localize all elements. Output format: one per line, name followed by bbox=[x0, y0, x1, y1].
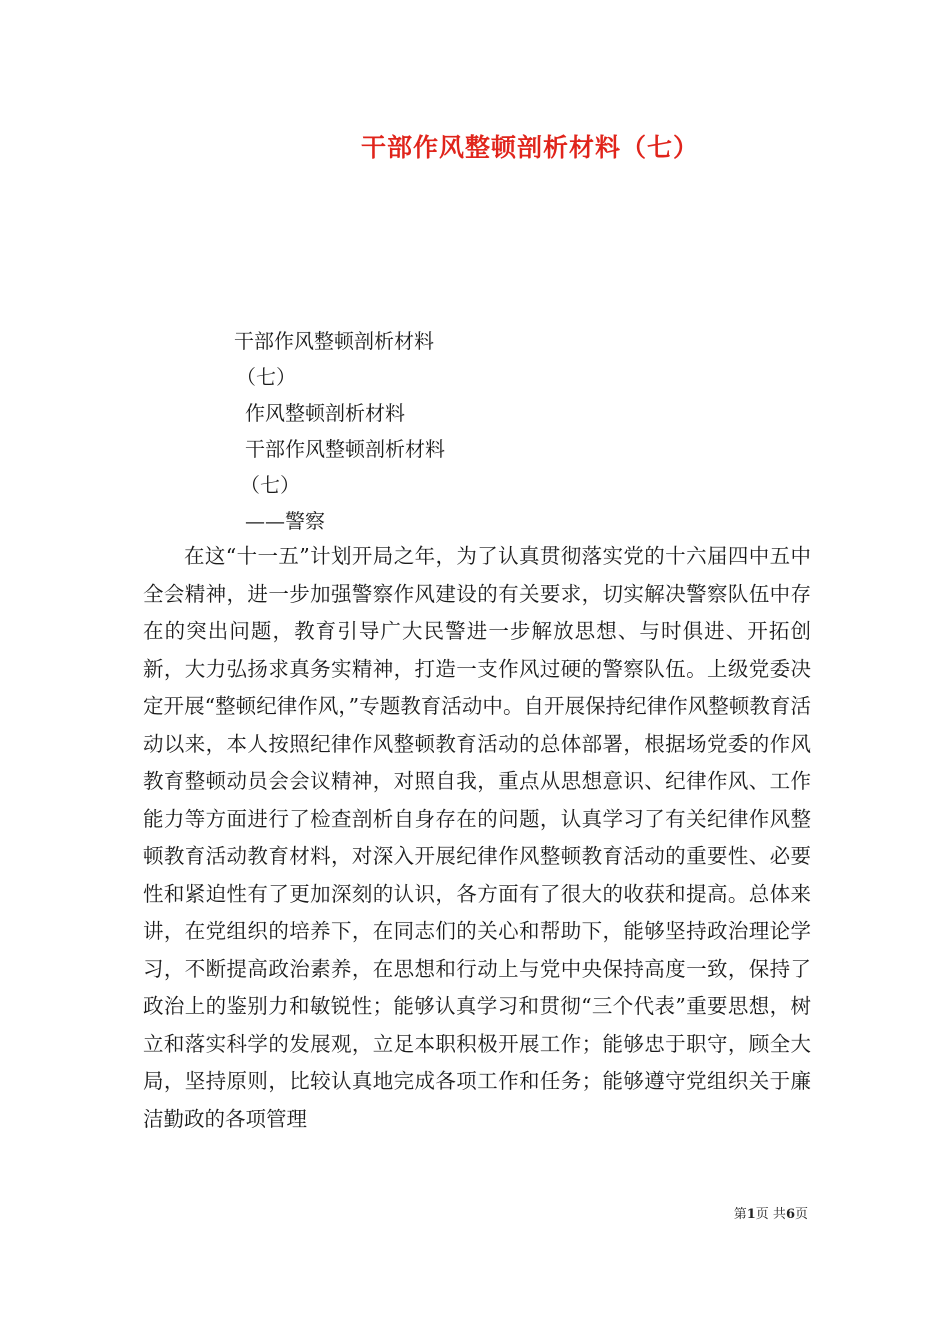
heading-line-subtitle: 作风整顿剖析材料 bbox=[245, 401, 405, 425]
footer-current-page: 1 bbox=[746, 1207, 756, 1222]
heading-line-author: ——警察 bbox=[245, 509, 325, 533]
heading-line-number: （七） bbox=[236, 365, 296, 389]
footer-total-pages: 6 bbox=[785, 1207, 795, 1222]
footer-prefix: 第 bbox=[733, 1207, 747, 1222]
document-title: 干部作风整顿剖析材料（七） bbox=[360, 133, 699, 162]
page-footer bbox=[734, 1203, 808, 1222]
footer-suffix: 页 bbox=[794, 1207, 808, 1222]
body-paragraph: 在这“十一五”计划开局之年，为了认真贯彻落实党的十六届四中五中全会精神，进一步加强警察作风建设的有关要求，切实解决警察队伍中存在的突出问题，教育引导广大民警进一步解放思想、与时俱进、开拓创新，大力弘扬求真务实精神，打造一支作风过硬的警察队伍。上级党委决定开展“整顿纪律作风，”专题教育活动中。自开展保持纪律作风整顿教育活动以来，本人按照纪律作风整顿教育活动的总体部署，根据场党委的作风教育整顿动员会会议精神，对照自我，重点从思想意识、纪律作风、工作能力等方面进行了检查剖析自身存在的问题，认真学习了有关纪律作风整顿教育活动教育材料，对深入开展纪律作风整顿教育活动的重要性、必要性和紧迫性有了更加深刻的认识，各方面有了很大的收获和提高。总体来讲，在党组织的培养下，在同志们的关心和帮助下，能够坚持政治理论学习，不断提高政治素养，在思想和行动上与党中央保持高度一致，保持了政治上的鉴别力和敏锐性；能够认真学习和贯彻“三个代表”重要思想，树立和落实科学的发展观，立足本职积极开展工作；能够忠于职守，顾全大局，坚持原则，比较认真地完成各项工作和任务；能够遵守党组织关于廉洁勤政的各项管理 bbox=[143, 544, 811, 1131]
heading-line-title-repeat: 干部作风整顿剖析材料 bbox=[245, 437, 445, 461]
heading-line-number-repeat: （七） bbox=[240, 473, 300, 497]
footer-middle: 页 共 bbox=[755, 1207, 786, 1222]
heading-line-title: 干部作风整顿剖析材料 bbox=[234, 329, 434, 353]
